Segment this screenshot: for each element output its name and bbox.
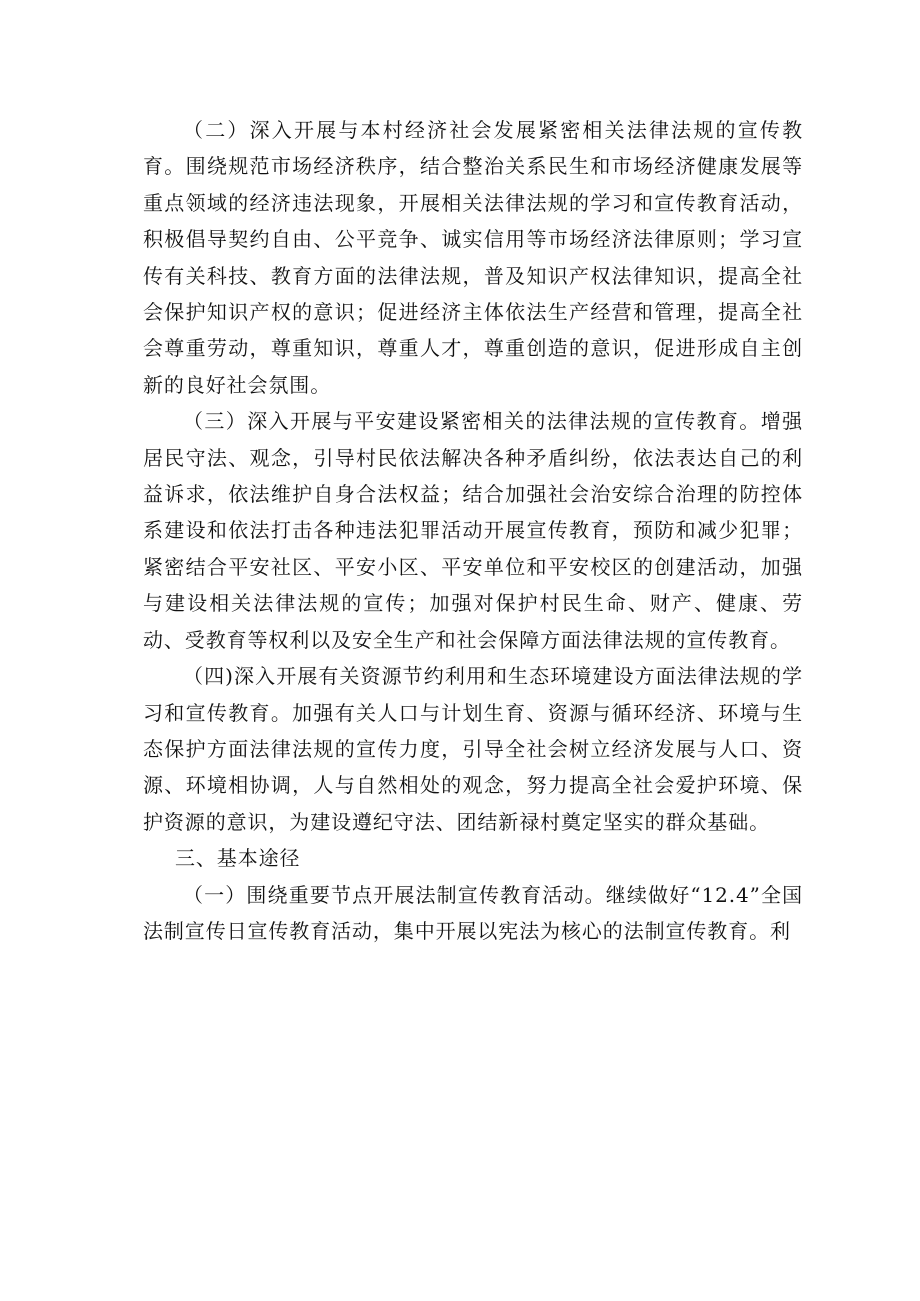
paragraph-key-events: （一）围绕重要节点开展法制宣传教育活动。继续做好“12.4”全国法制宣传日宣传教育活动，集中开展以宪法为核心的法制宣传教育。利	[143, 882, 803, 943]
document-body	[143, 112, 803, 949]
paragraph-economy-law: （二）深入开展与本村经济社会发展紧密相关法律法规的宣传教育。围绕规范市场经济秩序，结合整治关系民生和市场经济健康发展等重点领域的经济违法现象，开展相关法律法规的学习和宣传教育活动，积极倡导契约自由、公平竞争、诚实信用等市场经济法律原则；学习宣传有关科技、教育方面的法律法规，普及知识产权法律知识，提高全社会保护知识产权的意识；促进经济主体依法生产经营和管理，提高全社会尊重劳动，尊重知识，尊重人才，尊重创造的意识，促进形成自主创新的良好社会氛围。	[143, 118, 803, 397]
section-heading-basic-approach: 三、基本途径	[175, 846, 301, 871]
paragraph-environment-law: （四)深入开展有关资源节约利用和生态环境建设方面法律法规的学习和宣传教育。加强有关人口与计划生育、资源与循环经济、环境与生态保护方面法律法规的宣传力度，引导全社会树立经济发展与人口、资源、环境相协调，人与自然相处的观念，努力提高全社会爱护环境、保护资源的意识，为建设遵纪守法、团结新禄村奠定坚实的群众基础。	[143, 664, 803, 834]
paragraph-safety-law: （三）深入开展与平安建设紧密相关的法律法规的宣传教育。增强居民守法、观念，引导村民依法解决各种矛盾纠纷，依法表达自己的利益诉求，依法维护自身合法权益；结合加强社会治安综合治理的防控体系建设和依法打击各种违法犯罪活动开展宣传教育，预防和减少犯罪；紧密结合平安社区、平安小区、平安单位和平安校区的创建活动，加强与建设相关法律法规的宣传；加强对保护村民生命、财产、健康、劳动、受教育等权利以及安全生产和社会保障方面法律法规的宣传教育。	[143, 409, 803, 652]
